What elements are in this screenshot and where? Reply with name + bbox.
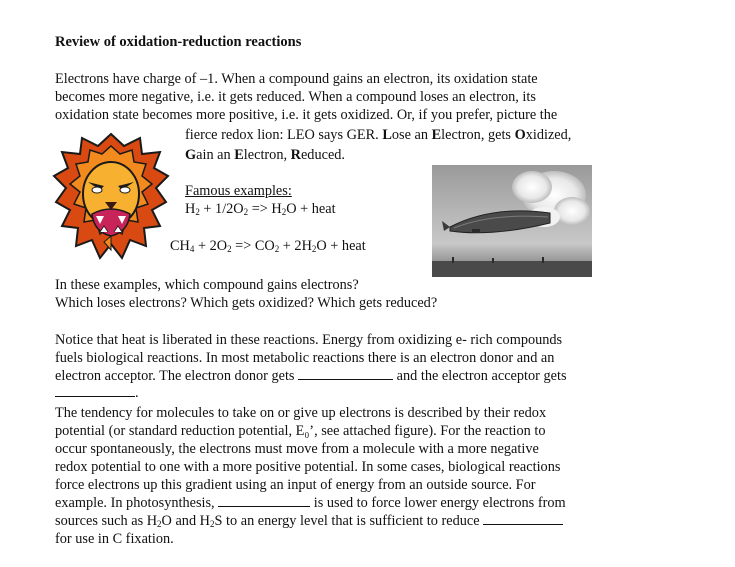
question-2: Which loses electrons? Which gets oxidized? Which gets reduced? — [55, 295, 438, 311]
potential-line-8: for use in C fixation. — [55, 531, 174, 547]
heat-line-2: fuels biological reactions. In most metabolic reactions there is an electron donor and an — [55, 350, 555, 366]
heat-line-1: Notice that heat is liberated in these reactions. Energy from oxidizing e- rich compounds — [55, 332, 563, 348]
intro-line-3: oxidation state becomes more positive, i.e. it gets oxidized. Or, if you prefer, picture the — [55, 107, 558, 123]
potential-line-7: sources such as $H_2O$ and $H_2S$ to an energy level that is sufficient to reduce — [55, 512, 563, 530]
potential-line-2: potential (or standard reduction potential, E₀’, see attached figure). For the reaction to — [55, 423, 546, 439]
equation-1: $H_2 + 1/2O_2 => H_2O$ + heat — [185, 201, 336, 217]
intro-line-5: Gain an Electron, Reduced. — [185, 147, 346, 163]
heat-line-4: . — [55, 384, 139, 402]
equation-2: $CH_4 + 2O_2 => CO_2 + 2H_2O$ + heat — [170, 238, 366, 254]
lion-icon — [52, 132, 170, 270]
donor-blank[interactable] — [298, 367, 393, 380]
intro-line-2: becomes more negative, i.e. it gets reduced. When a compound loses an electron, its — [55, 89, 536, 105]
acceptor-blank[interactable] — [55, 384, 135, 397]
photosynthesis-blank[interactable] — [218, 494, 310, 507]
question-1: In these examples, which compound gains electrons? — [55, 277, 359, 293]
potential-line-3: occur spontaneously, the electrons must move from a molecule with a more negative — [55, 441, 539, 457]
intro-line-4: fierce redox lion: LEO says GER. Lose an Electron, gets Oxidized, — [185, 127, 572, 143]
potential-line-5: force electrons up this gradient using an input of energy from an outside source. For — [55, 477, 536, 493]
intro-line-1: Electrons have charge of –1. When a compound gains an electron, its oxidation state — [55, 71, 538, 87]
potential-line-1: The tendency for molecules to take on or give up electrons is described by their redox — [55, 405, 547, 421]
airship-photo-icon — [432, 165, 592, 277]
heat-line-3: electron acceptor. The electron donor gets and the electron acceptor gets — [55, 368, 567, 384]
examples-heading: Famous examples: — [185, 183, 292, 199]
potential-line-4: redox potential to one with a more positive potential. In some cases, biological reactions — [55, 459, 561, 475]
page-title: Review of oxidation-reduction reactions — [55, 34, 302, 50]
potential-line-6: example. In photosynthesis, is used to force lower energy electrons from — [55, 495, 566, 511]
reduce-blank[interactable] — [483, 512, 563, 525]
